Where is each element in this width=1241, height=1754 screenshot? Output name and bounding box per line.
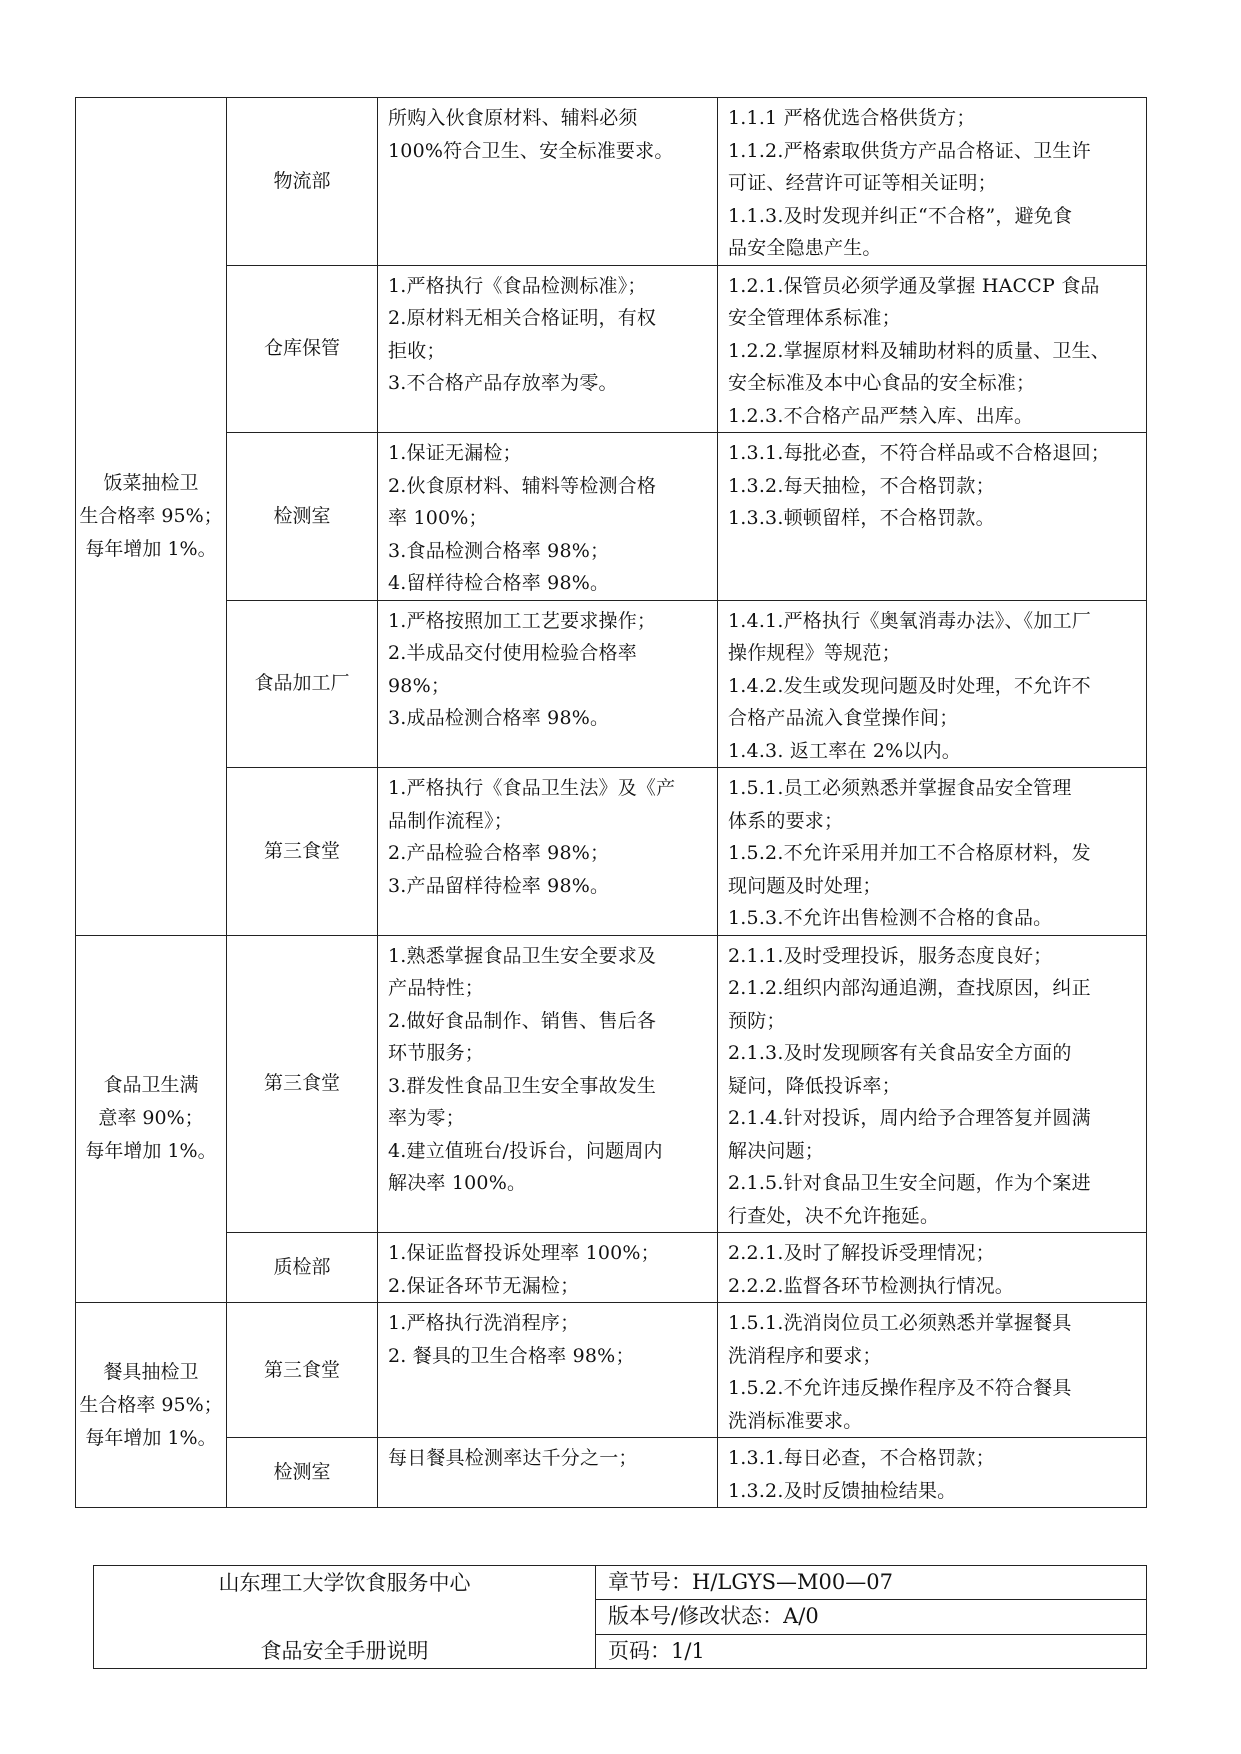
goal-line: 每年增加 1%。	[85, 1426, 217, 1449]
standard-cell	[378, 1303, 718, 1438]
table-row	[76, 265, 1147, 433]
table-row	[76, 768, 1147, 936]
action-line: 解决问题；	[728, 1139, 825, 1162]
department-cell: 质检部	[227, 1233, 378, 1303]
action-line: 1.4.2.发生或发现问题及时处理，不允许不	[728, 674, 1091, 697]
table-row	[76, 935, 1147, 1233]
standard-line: 解决率 100%。	[388, 1172, 527, 1194]
standard-line: 2.原材料无相关合格证明，有权	[388, 307, 657, 329]
action-line: 1.5.3.不允许出售检测不合格的食品。	[728, 907, 1053, 929]
standard-line: 品制作流程》；	[388, 809, 513, 832]
department-cell: 检测室	[227, 1438, 378, 1508]
action-line: 2.2.1.及时了解投诉受理情况；	[728, 1242, 995, 1264]
document-control-footer	[93, 1565, 1147, 1669]
standard-line: 2.保证各环节无漏检；	[388, 1274, 580, 1297]
actions-cell	[718, 265, 1147, 433]
action-line: 1.4.3. 返工率在 2%以内。	[728, 739, 962, 762]
standard-line: 率为零；	[388, 1107, 465, 1129]
action-line: 洗消标准要求。	[728, 1409, 863, 1432]
actions-cell	[718, 1303, 1147, 1438]
goal-line: 餐具抽检卫	[103, 1360, 199, 1383]
standard-line: 3.群发性食品卫生安全事故发生	[388, 1074, 657, 1097]
action-line: 1.3.2.及时反馈抽检结果。	[728, 1479, 957, 1502]
action-line: 1.1.1 严格优选合格供货方；	[728, 107, 976, 129]
action-line: 1.2.1.保管员必须学通及掌握 HACCP 食品	[728, 274, 1100, 297]
action-line: 1.1.3.及时发现并纠正“不合格”，避免食	[728, 204, 1073, 227]
table-row	[76, 1233, 1147, 1303]
goal-line: 生合格率 95%；	[79, 504, 223, 527]
standard-line: 1.熟悉掌握食品卫生安全要求及	[388, 944, 657, 967]
table-row	[76, 433, 1147, 601]
action-line: 品安全隐患产生。	[728, 237, 882, 259]
standard-cell	[378, 600, 718, 768]
department-cell: 物流部	[227, 98, 378, 266]
standard-cell	[378, 1233, 718, 1303]
standard-cell	[378, 1438, 718, 1508]
action-line: 2.2.2.监督各环节检测执行情况。	[728, 1274, 1014, 1297]
footer-page-number: 页码：1/1	[596, 1634, 1147, 1668]
action-line: 1.2.3.不合格产品严禁入库、出库。	[728, 404, 1034, 427]
standard-line: 3.食品检测合格率 98%；	[388, 539, 610, 562]
standard-line: 产品特性；	[388, 977, 485, 999]
standard-line: 1.保证无漏检；	[388, 442, 522, 464]
department-cell: 仓库保管	[227, 265, 378, 433]
standard-line: 1.保证监督投诉处理率 100%；	[388, 1242, 660, 1264]
footer-org-name: 山东理工大学饮食服务中心	[218, 1571, 471, 1595]
standard-line: 3.成品检测合格率 98%。	[388, 707, 610, 729]
standard-line: 2.做好食品制作、销售、售后各	[388, 1009, 657, 1032]
department-cell: 第三食堂	[227, 935, 378, 1233]
action-line: 可证、经营许可证等相关证明；	[728, 172, 997, 194]
standard-line: 98%；	[388, 674, 451, 697]
goal-line: 每年增加 1%。	[85, 1140, 217, 1163]
action-line: 2.1.2.组织内部沟通追溯，查找原因，纠正	[728, 977, 1091, 999]
action-line: 2.1.5.针对食品卫生安全问题，作为个案进	[728, 1172, 1091, 1194]
action-line: 1.3.1.每批必查，不符合样品或不合格退回；	[728, 442, 1110, 464]
footer-doc-title: 食品安全手册说明	[260, 1639, 429, 1663]
actions-cell	[718, 600, 1147, 768]
actions-cell	[718, 935, 1147, 1233]
action-line: 洗消程序和要求；	[728, 1344, 882, 1367]
standard-line: 每日餐具检测率达千分之一；	[388, 1447, 638, 1469]
goal-line: 意率 90%；	[98, 1107, 204, 1130]
action-line: 疑问，降低投诉率；	[728, 1074, 901, 1097]
action-line: 2.1.3.及时发现顾客有关食品安全方面的	[728, 1042, 1072, 1064]
action-line: 1.3.2.每天抽检，不合格罚款；	[728, 474, 995, 497]
goal-cell	[76, 98, 227, 936]
action-line: 安全标准及本中心食品的安全标准；	[728, 372, 1036, 394]
action-line: 合格产品流入食堂操作间；	[728, 707, 959, 729]
standard-cell	[378, 768, 718, 936]
action-line: 1.1.2.严格索取供货方产品合格证、卫生许	[728, 139, 1091, 162]
department-cell: 第三食堂	[227, 1303, 378, 1438]
standard-line: 4.建立值班台/投诉台，问题周内	[388, 1139, 663, 1162]
standard-line: 3.不合格产品存放率为零。	[388, 372, 618, 394]
standard-cell	[378, 433, 718, 601]
action-line: 1.3.1.每日必查，不合格罚款；	[728, 1447, 995, 1469]
standard-line: 环节服务；	[388, 1042, 485, 1064]
standard-line: 2.伙食原材料、辅料等检测合格	[388, 474, 657, 497]
standard-line: 1.严格执行洗消程序；	[388, 1312, 580, 1334]
action-line: 1.5.1.洗消岗位员工必须熟悉并掌握餐具	[728, 1312, 1072, 1334]
actions-cell	[718, 1438, 1147, 1508]
standard-line: 100%符合卫生、安全标准要求。	[388, 139, 674, 162]
department-cell: 检测室	[227, 433, 378, 601]
actions-cell	[718, 98, 1147, 266]
standard-line: 2. 餐具的卫生合格率 98%；	[388, 1344, 635, 1367]
standard-cell	[378, 98, 718, 266]
action-line: 1.5.2.不允许违反操作程序及不符合餐具	[728, 1377, 1072, 1399]
standard-line: 4.留样待检合格率 98%。	[388, 572, 610, 594]
action-line: 行查处，决不允许拖延。	[728, 1204, 940, 1227]
action-line: 现问题及时处理；	[728, 874, 882, 897]
goal-line: 每年增加 1%。	[85, 537, 217, 560]
standard-line: 1.严格按照加工工艺要求操作；	[388, 609, 657, 632]
food-safety-goals-table	[75, 97, 1147, 1508]
action-line: 安全管理体系标准；	[728, 307, 901, 329]
table-row	[76, 1303, 1147, 1438]
table-row	[76, 600, 1147, 768]
standard-line: 3.产品留样待检率 98%。	[388, 874, 610, 897]
standard-cell	[378, 265, 718, 433]
action-line: 操作规程》等规范；	[728, 642, 901, 664]
action-line: 体系的要求；	[728, 809, 844, 832]
actions-cell	[718, 768, 1147, 936]
actions-cell	[718, 433, 1147, 601]
goal-cell	[76, 1303, 227, 1508]
action-line: 2.1.1.及时受理投诉，服务态度良好；	[728, 944, 1053, 967]
standard-line: 1.严格执行《食品检测标准》；	[388, 274, 647, 297]
standard-line: 2.产品检验合格率 98%；	[388, 842, 610, 864]
standard-line: 拒收；	[388, 339, 446, 362]
action-line: 2.1.4.针对投诉，周内给予合理答复并圆满	[728, 1107, 1091, 1129]
footer-org-cell	[94, 1566, 596, 1669]
standard-line: 所购入伙食原材料、辅料必须	[388, 107, 638, 129]
goal-cell	[76, 935, 227, 1303]
footer-chapter: 章节号：H/LGYS—M00—07	[596, 1566, 1147, 1600]
standard-line: 1.严格执行《食品卫生法》及《产	[388, 777, 676, 799]
action-line: 1.4.1.严格执行《奥氧消毒办法》、《加工厂	[728, 609, 1091, 632]
action-line: 1.3.3.顿顿留样，不合格罚款。	[728, 507, 995, 529]
actions-cell	[718, 1233, 1147, 1303]
action-line: 1.5.1.员工必须熟悉并掌握食品安全管理	[728, 777, 1072, 799]
goal-line: 食品卫生满	[103, 1074, 199, 1097]
action-line: 1.5.2.不允许采用并加工不合格原材料，发	[728, 842, 1091, 864]
table-row	[76, 98, 1147, 266]
footer-version: 版本号/修改状态：A/0	[596, 1600, 1147, 1634]
action-line: 预防；	[728, 1009, 786, 1032]
goal-line: 生合格率 95%；	[79, 1393, 223, 1416]
department-cell: 第三食堂	[227, 768, 378, 936]
table-row	[76, 1438, 1147, 1508]
standard-line: 率 100%；	[388, 507, 488, 529]
action-line: 1.2.2.掌握原材料及辅助材料的质量、卫生、	[728, 339, 1110, 362]
standard-cell	[378, 935, 718, 1233]
department-cell: 食品加工厂	[227, 600, 378, 768]
goal-line: 饭菜抽检卫	[103, 471, 199, 494]
standard-line: 2.半成品交付使用检验合格率	[388, 642, 637, 664]
